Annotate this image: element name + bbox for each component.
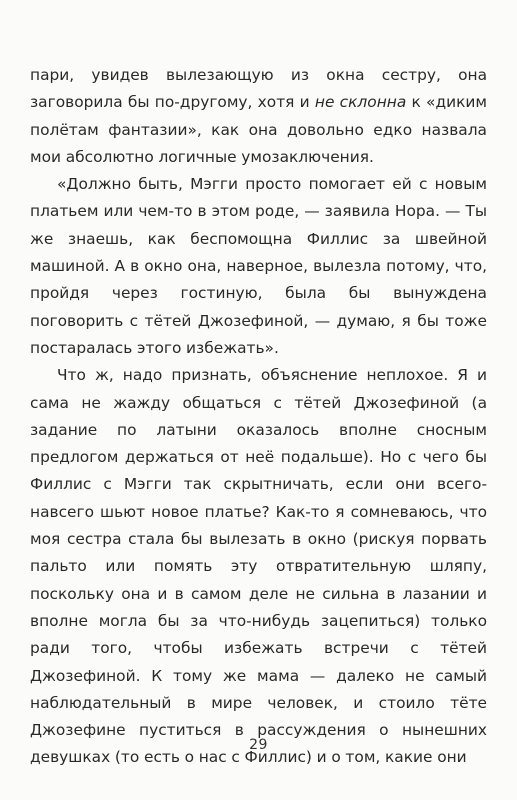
paragraph-1-part-3: к «диким полётам фантазии», как она довольно едко назвала мои абсолютно логичные умозаключения. (30, 93, 487, 166)
paragraph-2 (30, 171, 487, 362)
body-text (30, 62, 487, 772)
paragraph-1 (30, 62, 487, 171)
paragraph-3-text: Что ж, надо признать, объяснение неплохое. Я и сама не жажду общаться с тётей Джозефиной (а задание по латыни оказалось вполне сносным предлогом держаться от неё подальше). Но с чего бы Филлис с Мэгги так скрытничать, если они всего-навсего шьют новое платье? Как-то я сомневаюсь, что моя сестра стала бы вылезать в окно (рискуя порвать пальто или помять эту отвратительную шляпу, поскольку она и в самом деле не сильна в лазании и вполне могла бы за что-нибудь зацепиться) только ради того, чтобы избежать встречи с тётей Джозефиной. К тому же мама — далеко не самый наблюдательный в мире человек, и стоило тёте Джозефине пуститься в рассуждения о нынешних девушках (то есть о нас с Филлис) и о том, какие они (30, 366, 487, 767)
paragraph-2-text: «Должно быть, Мэгги просто помогает ей с новым платьем или чем-то в этом роде, — заявила Нора. — Ты же знаешь, как беспомощна Филлис за швейной машиной. А в окно она, наверное, вылезла потому, что, пройдя через гостиную, была бы вынуждена поговорить с тётей Джозефиной, — думаю, я бы тоже постаралась этого избежать». (30, 175, 487, 357)
paragraph-1-part-1: пари, увидев вылезающую из окна сестру, она заговорила бы по-другому, хотя и (30, 66, 487, 112)
paragraph-1-italic-phrase: не склонна (314, 93, 407, 112)
page-number: 29 (249, 737, 268, 753)
paragraph-3 (30, 362, 487, 771)
